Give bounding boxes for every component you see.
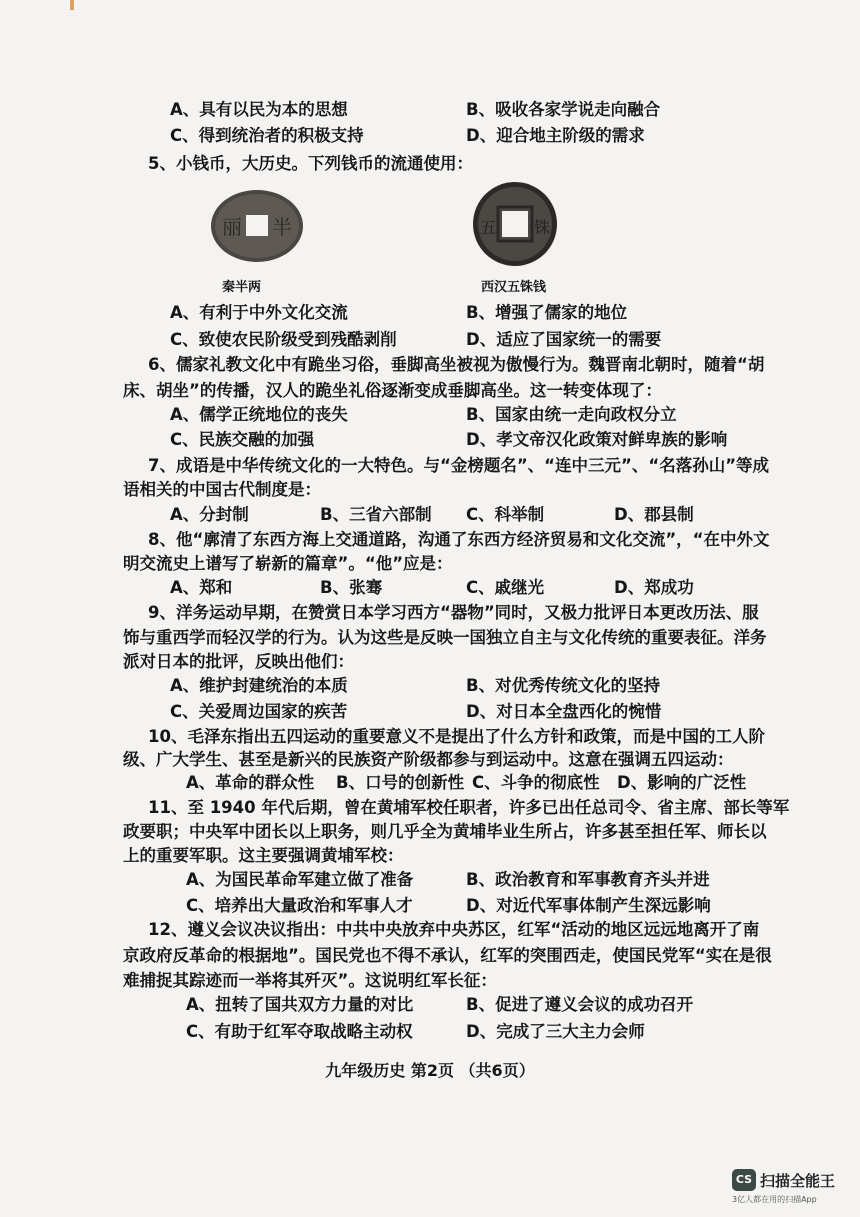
q6-option-b: B、国家由统一走向政权分立	[466, 405, 677, 424]
coin1-label: 秦半两	[222, 280, 262, 295]
q4-option-d: D、迎合地主阶级的需求	[466, 126, 645, 145]
q10-option-c: C、斗争的彻底性	[472, 773, 600, 792]
q12-option-b: B、促进了遵义会议的成功召开	[466, 995, 694, 1014]
q6-option-d: D、孝文帝汉化政策对鲜卑族的影响	[466, 430, 728, 449]
q12-option-a: A、扭转了国共双方力量的对比	[186, 995, 414, 1014]
watermark-title: 扫描全能王	[760, 1172, 836, 1190]
q12-stem-line3: 难捕捉其踪迹而一举将其歼灭”。这说明红军长征：	[123, 971, 497, 990]
q10-option-b: B、口号的创新性	[336, 773, 465, 792]
q5-option-b: B、增强了儒家的地位	[466, 303, 628, 322]
q8-option-c: C、戚继光	[466, 578, 545, 597]
q10-stem-line2: 级、广大学生、甚至是新兴的民族资产阶级都参与到运动中。这意在强调五四运动：	[123, 750, 734, 769]
q8-option-d: D、郑成功	[614, 578, 694, 597]
q5-option-c: C、致使农民阶级受到残酷剥削	[170, 330, 397, 349]
q9-option-a: A、维护封建统治的本质	[170, 676, 348, 695]
q6-option-c: C、民族交融的加强	[170, 430, 315, 449]
page-footer: 九年级历史 第2页 （共6页）	[325, 1061, 535, 1080]
q6-stem-line1: 6、儒家礼教文化中有跪坐习俗，垂脚高坐被视为傲慢行为。魏晋南北朝时，随着“胡	[148, 355, 765, 374]
q12-stem-line1: 12、遵义会议决议指出：中共中央放弃中央苏区，红军“活动的地区远远地离开了南	[148, 920, 760, 939]
q9-option-c: C、关爱周边国家的疾苦	[170, 702, 348, 721]
q5-stem: 5、小钱币，大历史。下列钱币的流通使用：	[148, 154, 473, 173]
q9-option-d: D、对日本全盘西化的惋惜	[466, 702, 662, 721]
q11-stem-line2: 政要职；中央军中团长以上职务，则几乎全为黄埔毕业生所占，许多甚至担任军、师长以	[123, 822, 767, 841]
svg-text:半: 半	[272, 215, 292, 239]
q8-option-a: A、郑和	[170, 578, 233, 597]
qin-banliang-coin-image	[208, 188, 306, 264]
q10-stem-line1: 10、毛泽东指出五四运动的重要意义不是提出了什么方针和政策，而是中国的工人阶	[148, 727, 765, 746]
q5-option-d: D、适应了国家统一的需要	[466, 330, 662, 349]
q9-stem-line3: 派对日本的批评，反映出他们：	[123, 652, 354, 671]
q4-option-c: C、得到统治者的积极支持	[170, 126, 364, 145]
q11-stem-line1: 11、至 1940 年代后期，曾在黄埔军校任职者，许多已出任总司令、省主席、部长等军	[148, 798, 790, 817]
q5-option-a: A、有利于中外文化交流	[170, 303, 348, 322]
q8-stem-line2: 明交流史上谱写了崭新的篇章”。“他”应是：	[123, 554, 453, 573]
svg-text:丽: 丽	[222, 215, 242, 239]
q12-option-c: C、有助于红军夺取战略主动权	[186, 1022, 413, 1041]
q7-option-b: B、三省六部制	[320, 505, 432, 524]
q9-option-b: B、对优秀传统文化的坚持	[466, 676, 661, 695]
q6-option-a: A、儒学正统地位的丧失	[170, 405, 348, 424]
camscanner-logo-icon: CS	[732, 1169, 756, 1191]
q11-option-b: B、政治教育和军事教育齐头并进	[466, 870, 710, 889]
q11-stem-line3: 上的重要军职。这主要强调黄埔军校：	[123, 846, 404, 865]
q4-option-a: A、具有以民为本的思想	[170, 100, 348, 119]
q12-stem-line2: 京政府反革命的根据地”。国民党也不得不承认，红军的突围西走，使国民党军“实在是很	[123, 946, 772, 965]
svg-text:五: 五	[480, 218, 497, 237]
q10-option-a: A、革命的群众性	[186, 773, 315, 792]
q11-option-d: D、对近代军事体制产生深远影响	[466, 896, 711, 915]
scanner-watermark	[732, 1167, 844, 1205]
q11-option-c: C、培养出大量政治和军事人才	[186, 896, 413, 915]
q8-stem-line1: 8、他“廓清了东西方海上交通道路，沟通了东西方经济贸易和文化交流”，“在中外文	[148, 530, 770, 549]
coin2-label: 西汉五铢钱	[481, 280, 547, 295]
q7-stem-line1: 7、成语是中华传统文化的一大特色。与“金榜题名”、“连中三元”、“名落孙山”等成	[148, 456, 770, 475]
q8-option-b: B、张骞	[320, 578, 383, 597]
q7-option-a: A、分封制	[170, 505, 249, 524]
q9-stem-line2: 饰与重西学而轻汉学的行为。认为这些是反映一国独立自主与文化传统的重要表征。洋务	[123, 628, 767, 647]
q7-option-d: D、郡县制	[614, 505, 694, 524]
scan-edge-mark	[70, 0, 74, 10]
han-wuzhu-coin-image	[470, 181, 560, 267]
q7-option-c: C、科举制	[466, 505, 545, 524]
q11-option-a: A、为国民革命军建立做了准备	[186, 870, 414, 889]
watermark-subtitle: 3亿人都在用的扫描App	[732, 1195, 817, 1204]
q9-stem-line1: 9、洋务运动早期，在赞赏日本学习西方“器物”同时，又极力批评日本更改历法、服	[148, 603, 759, 622]
svg-text:铢: 铢	[534, 218, 551, 237]
q4-option-b: B、吸收各家学说走向融合	[466, 100, 661, 119]
q10-option-d: D、影响的广泛性	[617, 773, 747, 792]
q7-stem-line2: 语相关的中国古代制度是：	[123, 480, 321, 499]
q12-option-d: D、完成了三大主力会师	[466, 1022, 645, 1041]
q6-stem-line2: 床、胡坐”的传播，汉人的跪坐礼俗逐渐变成垂脚高坐。这一转变体现了：	[123, 381, 662, 400]
